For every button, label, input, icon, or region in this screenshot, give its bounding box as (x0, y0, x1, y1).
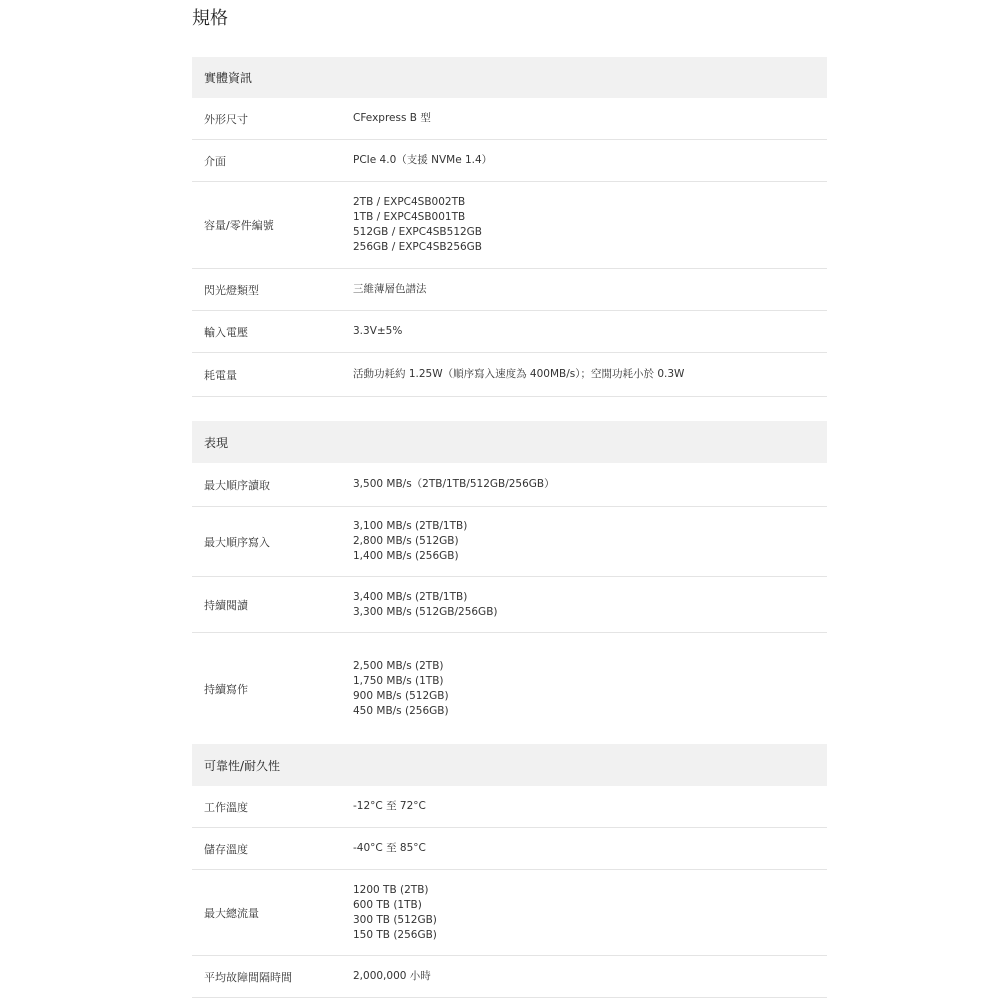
spec-value-line: 3,400 MB/s (2TB/1TB) (353, 590, 468, 603)
spec-label: 儲存溫度 (204, 842, 248, 856)
spec-label: 介面 (204, 154, 226, 168)
spec-value (353, 883, 437, 943)
spec-value-line: 1,400 MB/s (256GB) (353, 550, 459, 562)
spec-row (192, 269, 827, 311)
spec-value (353, 195, 482, 255)
spec-value-line: -40°C 至 85°C (353, 842, 426, 854)
section-heading: 實體資訊 (192, 57, 827, 98)
spec-row (192, 98, 827, 140)
spec-label: 工作溫度 (204, 800, 248, 814)
spec-row (192, 507, 827, 577)
spec-value (353, 282, 427, 297)
spec-row (192, 786, 827, 828)
spec-value-line: 600 TB (1TB) (353, 898, 422, 911)
spec-value-line: 1TB / EXPC4SB001TB (353, 211, 466, 223)
spec-value (353, 367, 684, 382)
page-title: 規格 (192, 8, 228, 29)
spec-value (353, 969, 431, 984)
spec-label: 最大總流量 (204, 906, 259, 920)
section-heading: 表現 (192, 421, 827, 463)
spec-value-line: 2,500 MB/s (2TB) (353, 659, 444, 672)
spec-value-line: PCIe 4.0（支援 NVMe 1.4） (353, 154, 493, 166)
spec-row (192, 956, 827, 998)
spec-row (192, 633, 827, 745)
spec-value-line: 256GB / EXPC4SB256GB (353, 241, 483, 253)
spec-value-line: 900 MB/s (512GB) (353, 689, 449, 702)
spec-value (353, 659, 449, 719)
spec-value (353, 324, 402, 339)
spec-label: 最大順序讀取 (204, 478, 270, 492)
spec-value (353, 153, 492, 168)
spec-row (192, 870, 827, 956)
spec-value-line: 2,000,000 小時 (353, 970, 431, 982)
spec-value-line: 300 TB (512GB) (353, 913, 437, 926)
spec-value (353, 590, 498, 620)
spec-value-line: 三維薄層色譜法 (353, 283, 427, 295)
spec-row (192, 463, 827, 507)
spec-value-line: 1200 TB (2TB) (353, 883, 429, 896)
spec-value-line: 活動功耗約 1.25W（順序寫入速度為 400MB/s）；空閒功耗小於 0.3W (353, 368, 685, 380)
spec-row (192, 311, 827, 353)
spec-value-line: 450 MB/s (256GB) (353, 704, 449, 717)
spec-label: 輸入電壓 (204, 325, 248, 339)
spec-label: 持續閱讀 (204, 598, 248, 612)
section-heading: 可靠性/耐久性 (192, 744, 827, 786)
spec-label: 容量/零件編號 (204, 219, 274, 232)
spec-value-line: 1,750 MB/s (1TB) (353, 674, 444, 687)
spec-value-line: 3,500 MB/s（2TB/1TB/512GB/256GB） (353, 478, 555, 490)
spec-label: 耗電量 (204, 368, 237, 382)
spec-row (192, 577, 827, 633)
spec-value-line: 150 TB (256GB) (353, 928, 437, 941)
spec-value (353, 111, 431, 126)
spec-label: 外形尺寸 (204, 112, 248, 126)
spec-row (192, 182, 827, 269)
spec-value-line: CFexpress B 型 (353, 112, 431, 124)
spec-value-line: 3.3V±5% (353, 325, 403, 337)
spec-value (353, 477, 555, 492)
spec-value-line: 2,800 MB/s (512GB) (353, 535, 459, 547)
spec-value-line: 512GB / EXPC4SB512GB (353, 226, 483, 238)
spec-row (192, 353, 827, 397)
spec-label: 平均故障間隔時間 (204, 970, 292, 984)
spec-label: 閃光燈類型 (204, 283, 259, 297)
spec-value-line: 3,100 MB/s (2TB/1TB) (353, 520, 468, 532)
spec-value (353, 841, 426, 856)
spec-value (353, 519, 467, 564)
spec-row (192, 140, 827, 182)
spec-label: 持續寫作 (204, 682, 248, 696)
spec-label: 最大順序寫入 (204, 535, 270, 549)
spec-value (353, 799, 426, 814)
spec-row (192, 828, 827, 870)
spec-value-line: -12°C 至 72°C (353, 800, 426, 812)
spec-value-line: 3,300 MB/s (512GB/256GB) (353, 605, 498, 618)
spec-value-line: 2TB / EXPC4SB002TB (353, 196, 466, 208)
